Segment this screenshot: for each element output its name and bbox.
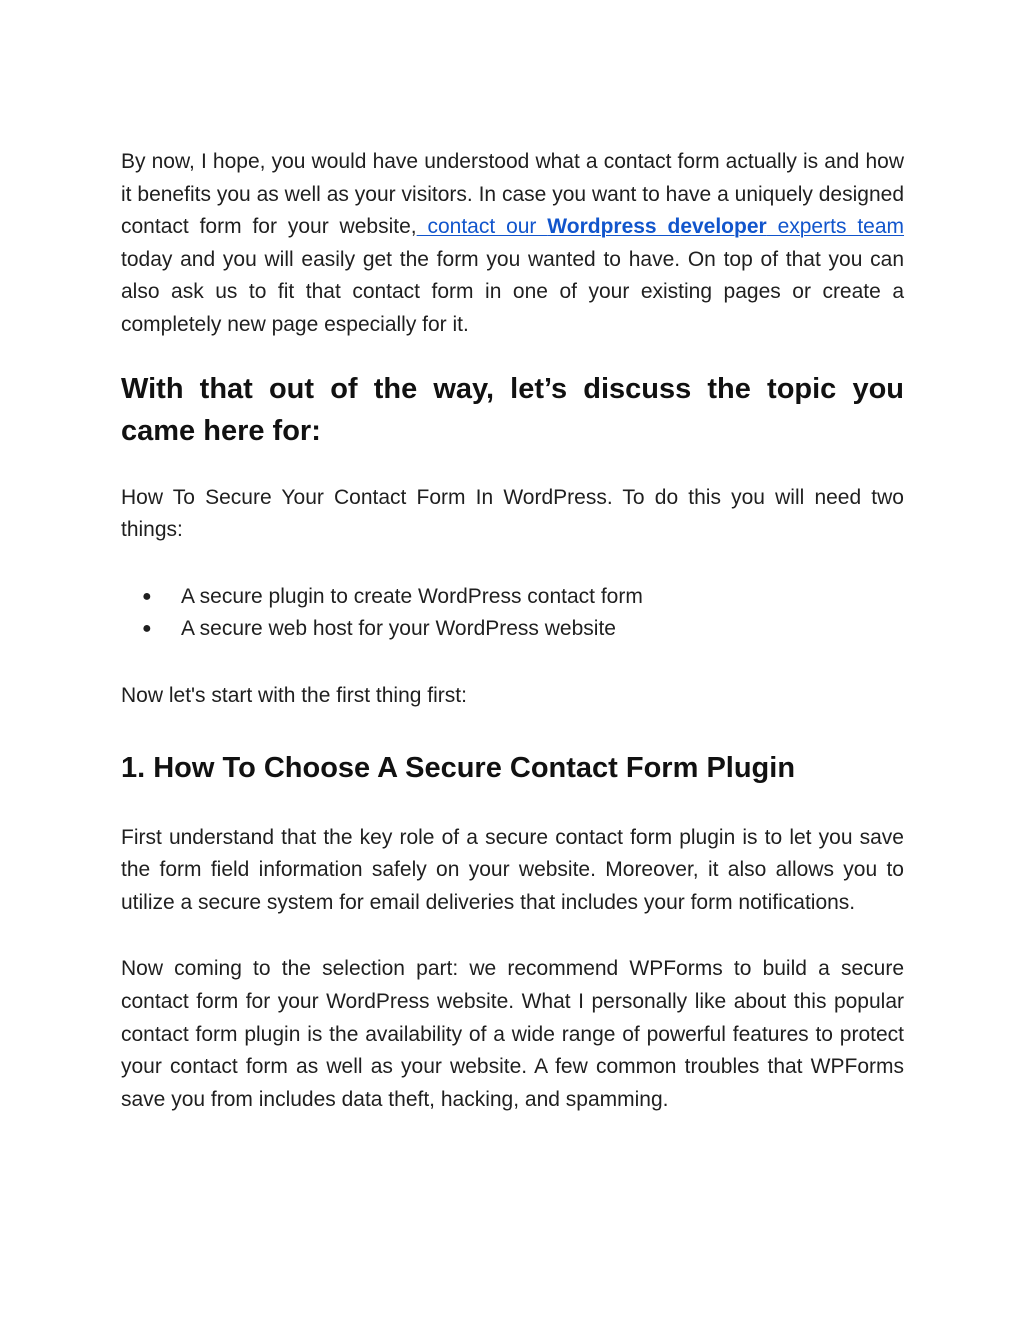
how-to-paragraph: How To Secure Your Contact Form In WordPress. To do this you will need two things: [121, 485, 904, 542]
list-item-text: A secure plugin to create WordPress contact form [181, 584, 643, 608]
intro-text-after-link: today and you will easily get the form you wanted to have. On top of that you can also ask us to fit that contact form in one of your existing pages or create a completely new page especially for it. [121, 247, 904, 336]
discuss-heading: With that out of the way, let’s discuss the topic you came here for: [121, 372, 904, 447]
list-item-text: A secure web host for your WordPress website [181, 617, 616, 641]
section-1-paragraph-2: Now coming to the selection part: we recommend WPForms to build a secure contact form for your WordPress website. What I personally like about this popular contact form plugin is the availability of a wide range of powerful features to protect your contact form as well as your website. A few common troubles that WPForms save you from includes data theft, hacking, and spamming. [121, 957, 904, 1111]
section-1-paragraph-1: First understand that the key role of a secure contact form plugin is to let you save the form field information safely on your website. Moreover, it also allows you to utilize a secure system for email deliveries that includes your form notifications. [121, 825, 904, 914]
list-item [121, 613, 904, 646]
intro-text-before-link: By now, I hope, you would have understood what a contact form actually is and how it benefits you as well as your visitors. In case you want to have a uniquely designed contact form for your website, [121, 150, 904, 239]
section-1-heading: 1. How To Choose A Secure Contact Form Plugin [121, 751, 796, 784]
document-page [121, 146, 904, 1116]
requirements-list [121, 581, 904, 646]
link-text-developer: eveloper [680, 215, 767, 239]
link-text-experts: experts team [766, 215, 905, 239]
intro-paragraph [121, 146, 904, 342]
bullet-icon: ● [142, 587, 152, 605]
link-text-contact: contact our [416, 215, 548, 239]
list-item [121, 581, 904, 614]
link-text-wordpress: Wordpress d [547, 215, 681, 239]
developer-team-link[interactable] [417, 215, 904, 238]
start-paragraph: Now let's start with the first thing first: [121, 683, 467, 707]
bullet-icon: ● [142, 620, 152, 638]
